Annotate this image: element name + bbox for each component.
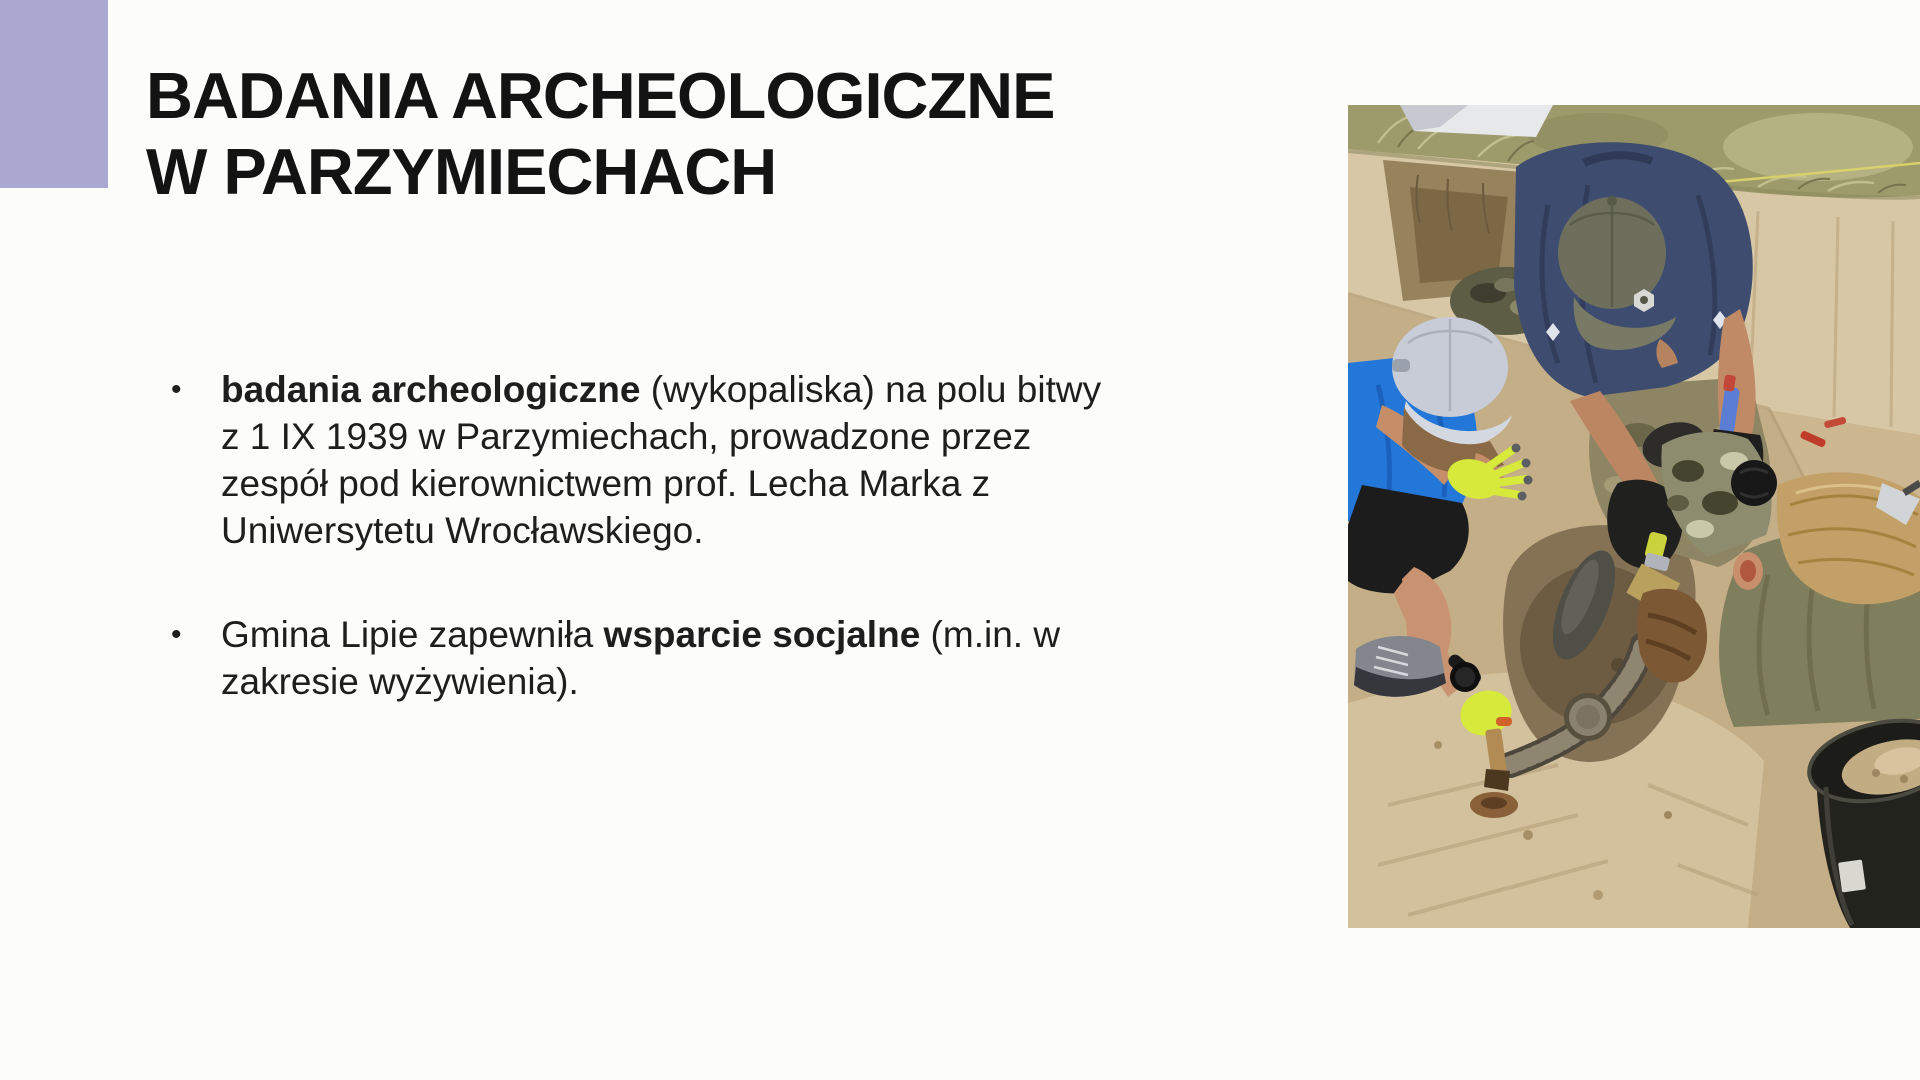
bucket-label [1838,859,1866,892]
bullet-2-bold: wsparcie socjalne [603,614,921,655]
bullet-item-2 [150,611,1110,705]
slide-title [146,58,1054,210]
bullet-icon: • [171,618,182,651]
excavation-photo [1348,105,1920,928]
bullet-text-1 [221,366,1110,554]
bullet-item-1 [150,366,1110,554]
slide-title-line-2: W PARZYMIECHACH [146,135,777,208]
excavation-scene [1348,105,1920,928]
rusty-find [1637,589,1707,683]
scrunchie [1731,460,1777,506]
bullet-2-rest: (m.in. w zakresie wyżywienia). [221,614,1061,702]
slide-title-line-1: BADANIA ARCHEOLOGICZNE [146,59,1055,132]
bullet-1-rest: (wykopaliska) na polu bitwy z 1 IX 1939 w Parzymiechach, prowadzone przez zespół pod kierownictwem prof. Lecha Marka z Uniwersytetu Wrocławskiego. [221,369,1102,551]
bullet-text-2 [221,611,1110,705]
accent-rectangle [0,0,108,188]
bullet-icon: • [171,373,182,406]
bullet-1-bold: badania archeologiczne [221,369,641,410]
bullet-2-prefix: Gmina Lipie zapewniła [221,614,604,655]
bullet-list [150,366,1110,705]
